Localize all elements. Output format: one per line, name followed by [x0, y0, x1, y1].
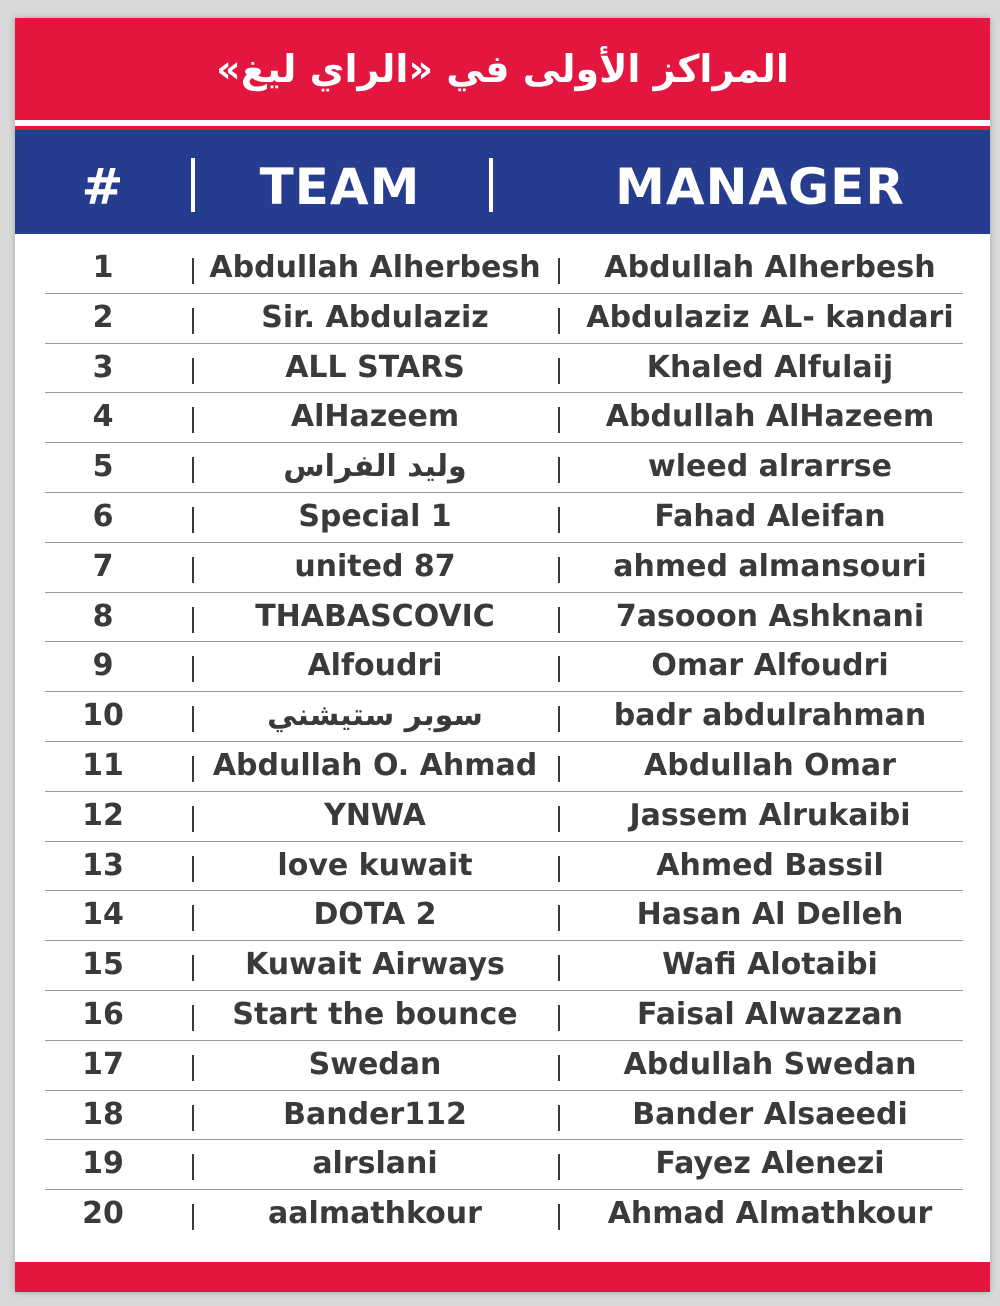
rank-cell: 4	[92, 399, 114, 435]
team-cell: Abdullah Alherbesh	[209, 250, 541, 285]
column-divider	[192, 607, 194, 633]
column-divider	[558, 756, 560, 782]
rank-cell: 11	[82, 747, 124, 783]
rank-cell: 12	[82, 797, 124, 833]
rank-cell: 18	[82, 1096, 124, 1132]
team-cell: Start the bounce	[232, 996, 518, 1032]
column-divider	[192, 358, 194, 384]
manager-cell: Abdullah Alherbesh	[604, 250, 936, 285]
rank-cell: 13	[82, 847, 124, 883]
table-row	[15, 493, 990, 543]
header-manager: MANAGER	[615, 158, 905, 216]
table-row	[15, 842, 990, 892]
standings-table	[15, 244, 990, 1240]
table-row	[15, 543, 990, 593]
table-row	[15, 593, 990, 643]
column-divider	[558, 407, 560, 433]
table-row	[15, 891, 990, 941]
column-divider	[192, 656, 194, 682]
header-divider	[489, 158, 493, 212]
team-cell: united 87	[294, 548, 456, 584]
table-row	[15, 294, 990, 344]
manager-cell: Ahmad Almathkour	[607, 1196, 933, 1232]
footer-bar	[15, 1262, 990, 1292]
table-row	[15, 692, 990, 742]
team-cell: AlHazeem	[290, 399, 460, 435]
column-divider	[558, 1005, 560, 1031]
table-row	[15, 642, 990, 692]
rank-cell: 2	[92, 299, 114, 335]
manager-cell: Fahad Aleifan	[654, 498, 886, 534]
column-divider	[558, 656, 560, 682]
column-divider	[192, 557, 194, 583]
team-cell: وليد الفراس	[283, 449, 467, 485]
manager-cell: Abdullah Swedan	[623, 1046, 917, 1082]
manager-cell: Fayez Alenezi	[655, 1146, 885, 1182]
column-divider	[192, 258, 194, 284]
team-cell: Special 1	[298, 498, 452, 534]
table-row	[15, 941, 990, 991]
column-divider	[192, 1204, 194, 1230]
column-divider	[558, 1055, 560, 1081]
table-row	[15, 1091, 990, 1141]
column-divider	[192, 905, 194, 931]
manager-cell: Abdullah AlHazeem	[605, 399, 935, 435]
column-divider	[192, 856, 194, 882]
manager-cell: Khaled Alfulaij	[646, 349, 894, 385]
header-divider	[191, 158, 195, 212]
table-row	[15, 742, 990, 792]
column-divider	[192, 457, 194, 483]
column-divider	[192, 1105, 194, 1131]
team-cell: love kuwait	[277, 847, 473, 883]
rank-cell: 19	[82, 1146, 124, 1182]
header-rank: #	[81, 158, 125, 216]
team-cell: سوبر ستيشني	[267, 698, 483, 734]
column-divider	[558, 308, 560, 334]
rank-cell: 17	[82, 1046, 124, 1082]
team-cell: aalmathkour	[268, 1196, 482, 1232]
column-divider	[558, 1204, 560, 1230]
manager-cell: Hasan Al Delleh	[636, 897, 904, 933]
manager-cell: Bander Alsaeedi	[632, 1096, 908, 1132]
team-cell: alrslani	[312, 1146, 438, 1182]
header-team: TEAM	[259, 158, 421, 216]
column-divider	[558, 706, 560, 732]
table-row	[15, 1041, 990, 1091]
column-divider	[558, 856, 560, 882]
rank-cell: 5	[92, 449, 114, 485]
rank-cell: 9	[92, 648, 114, 684]
rank-cell: 10	[82, 698, 124, 734]
rank-cell: 6	[92, 498, 114, 534]
team-cell: Abdullah O. Ahmad	[212, 747, 538, 783]
rank-cell: 16	[82, 996, 124, 1032]
rank-cell: 20	[82, 1196, 124, 1232]
standings-card	[15, 18, 990, 1292]
manager-cell: Faisal Alwazzan	[636, 996, 904, 1032]
team-cell: Swedan	[308, 1046, 442, 1082]
rank-cell: 15	[82, 947, 124, 983]
team-cell: Kuwait Airways	[245, 947, 505, 983]
manager-cell: Jassem Alrukaibi	[629, 797, 911, 833]
column-divider	[192, 1055, 194, 1081]
column-divider	[192, 407, 194, 433]
column-divider	[558, 955, 560, 981]
column-divider	[192, 955, 194, 981]
team-cell: Bander112	[283, 1096, 467, 1132]
rank-cell: 7	[92, 548, 114, 584]
table-row	[15, 344, 990, 394]
manager-cell: ahmed almansouri	[613, 548, 927, 584]
table-header	[15, 126, 990, 234]
column-divider	[558, 905, 560, 931]
manager-cell: Ahmed Bassil	[656, 847, 884, 883]
table-row	[15, 443, 990, 493]
team-cell: Sir. Abdulaziz	[261, 299, 489, 335]
manager-cell: badr abdulrahman	[613, 698, 927, 734]
table-row	[15, 1190, 990, 1240]
table-row	[15, 393, 990, 443]
table-row	[15, 244, 990, 294]
column-divider	[558, 607, 560, 633]
column-divider	[192, 507, 194, 533]
column-divider	[558, 1105, 560, 1131]
team-cell: ALL STARS	[285, 349, 465, 385]
column-divider	[558, 1154, 560, 1180]
table-row	[15, 1140, 990, 1190]
rank-cell: 1	[92, 250, 114, 285]
column-divider	[558, 806, 560, 832]
column-divider	[558, 557, 560, 583]
rank-cell: 3	[92, 349, 114, 385]
team-cell: Alfoudri	[307, 648, 443, 684]
column-divider	[192, 706, 194, 732]
column-divider	[558, 258, 560, 284]
team-cell: DOTA 2	[313, 897, 437, 933]
manager-cell: 7asooon Ashknani	[615, 598, 925, 634]
table-row	[15, 792, 990, 842]
column-divider	[558, 358, 560, 384]
table-row	[15, 991, 990, 1041]
column-divider	[192, 1005, 194, 1031]
column-divider	[192, 806, 194, 832]
column-divider	[558, 457, 560, 483]
page-title: المراكز الأولى في «الراي ليغ»	[15, 18, 990, 120]
column-divider	[558, 507, 560, 533]
manager-cell: Abdullah Omar	[644, 747, 896, 783]
manager-cell: Abdulaziz AL- kandari	[586, 299, 954, 335]
team-cell: THABASCOVIC	[255, 598, 495, 634]
column-divider	[192, 308, 194, 334]
team-cell: YNWA	[324, 797, 426, 833]
rank-cell: 14	[82, 897, 124, 933]
column-divider	[192, 1154, 194, 1180]
rank-cell: 8	[92, 598, 114, 634]
manager-cell: Omar Alfoudri	[651, 648, 889, 684]
column-divider	[192, 756, 194, 782]
manager-cell: wleed alrarrse	[648, 449, 892, 485]
manager-cell: Wafi Alotaibi	[662, 947, 878, 983]
